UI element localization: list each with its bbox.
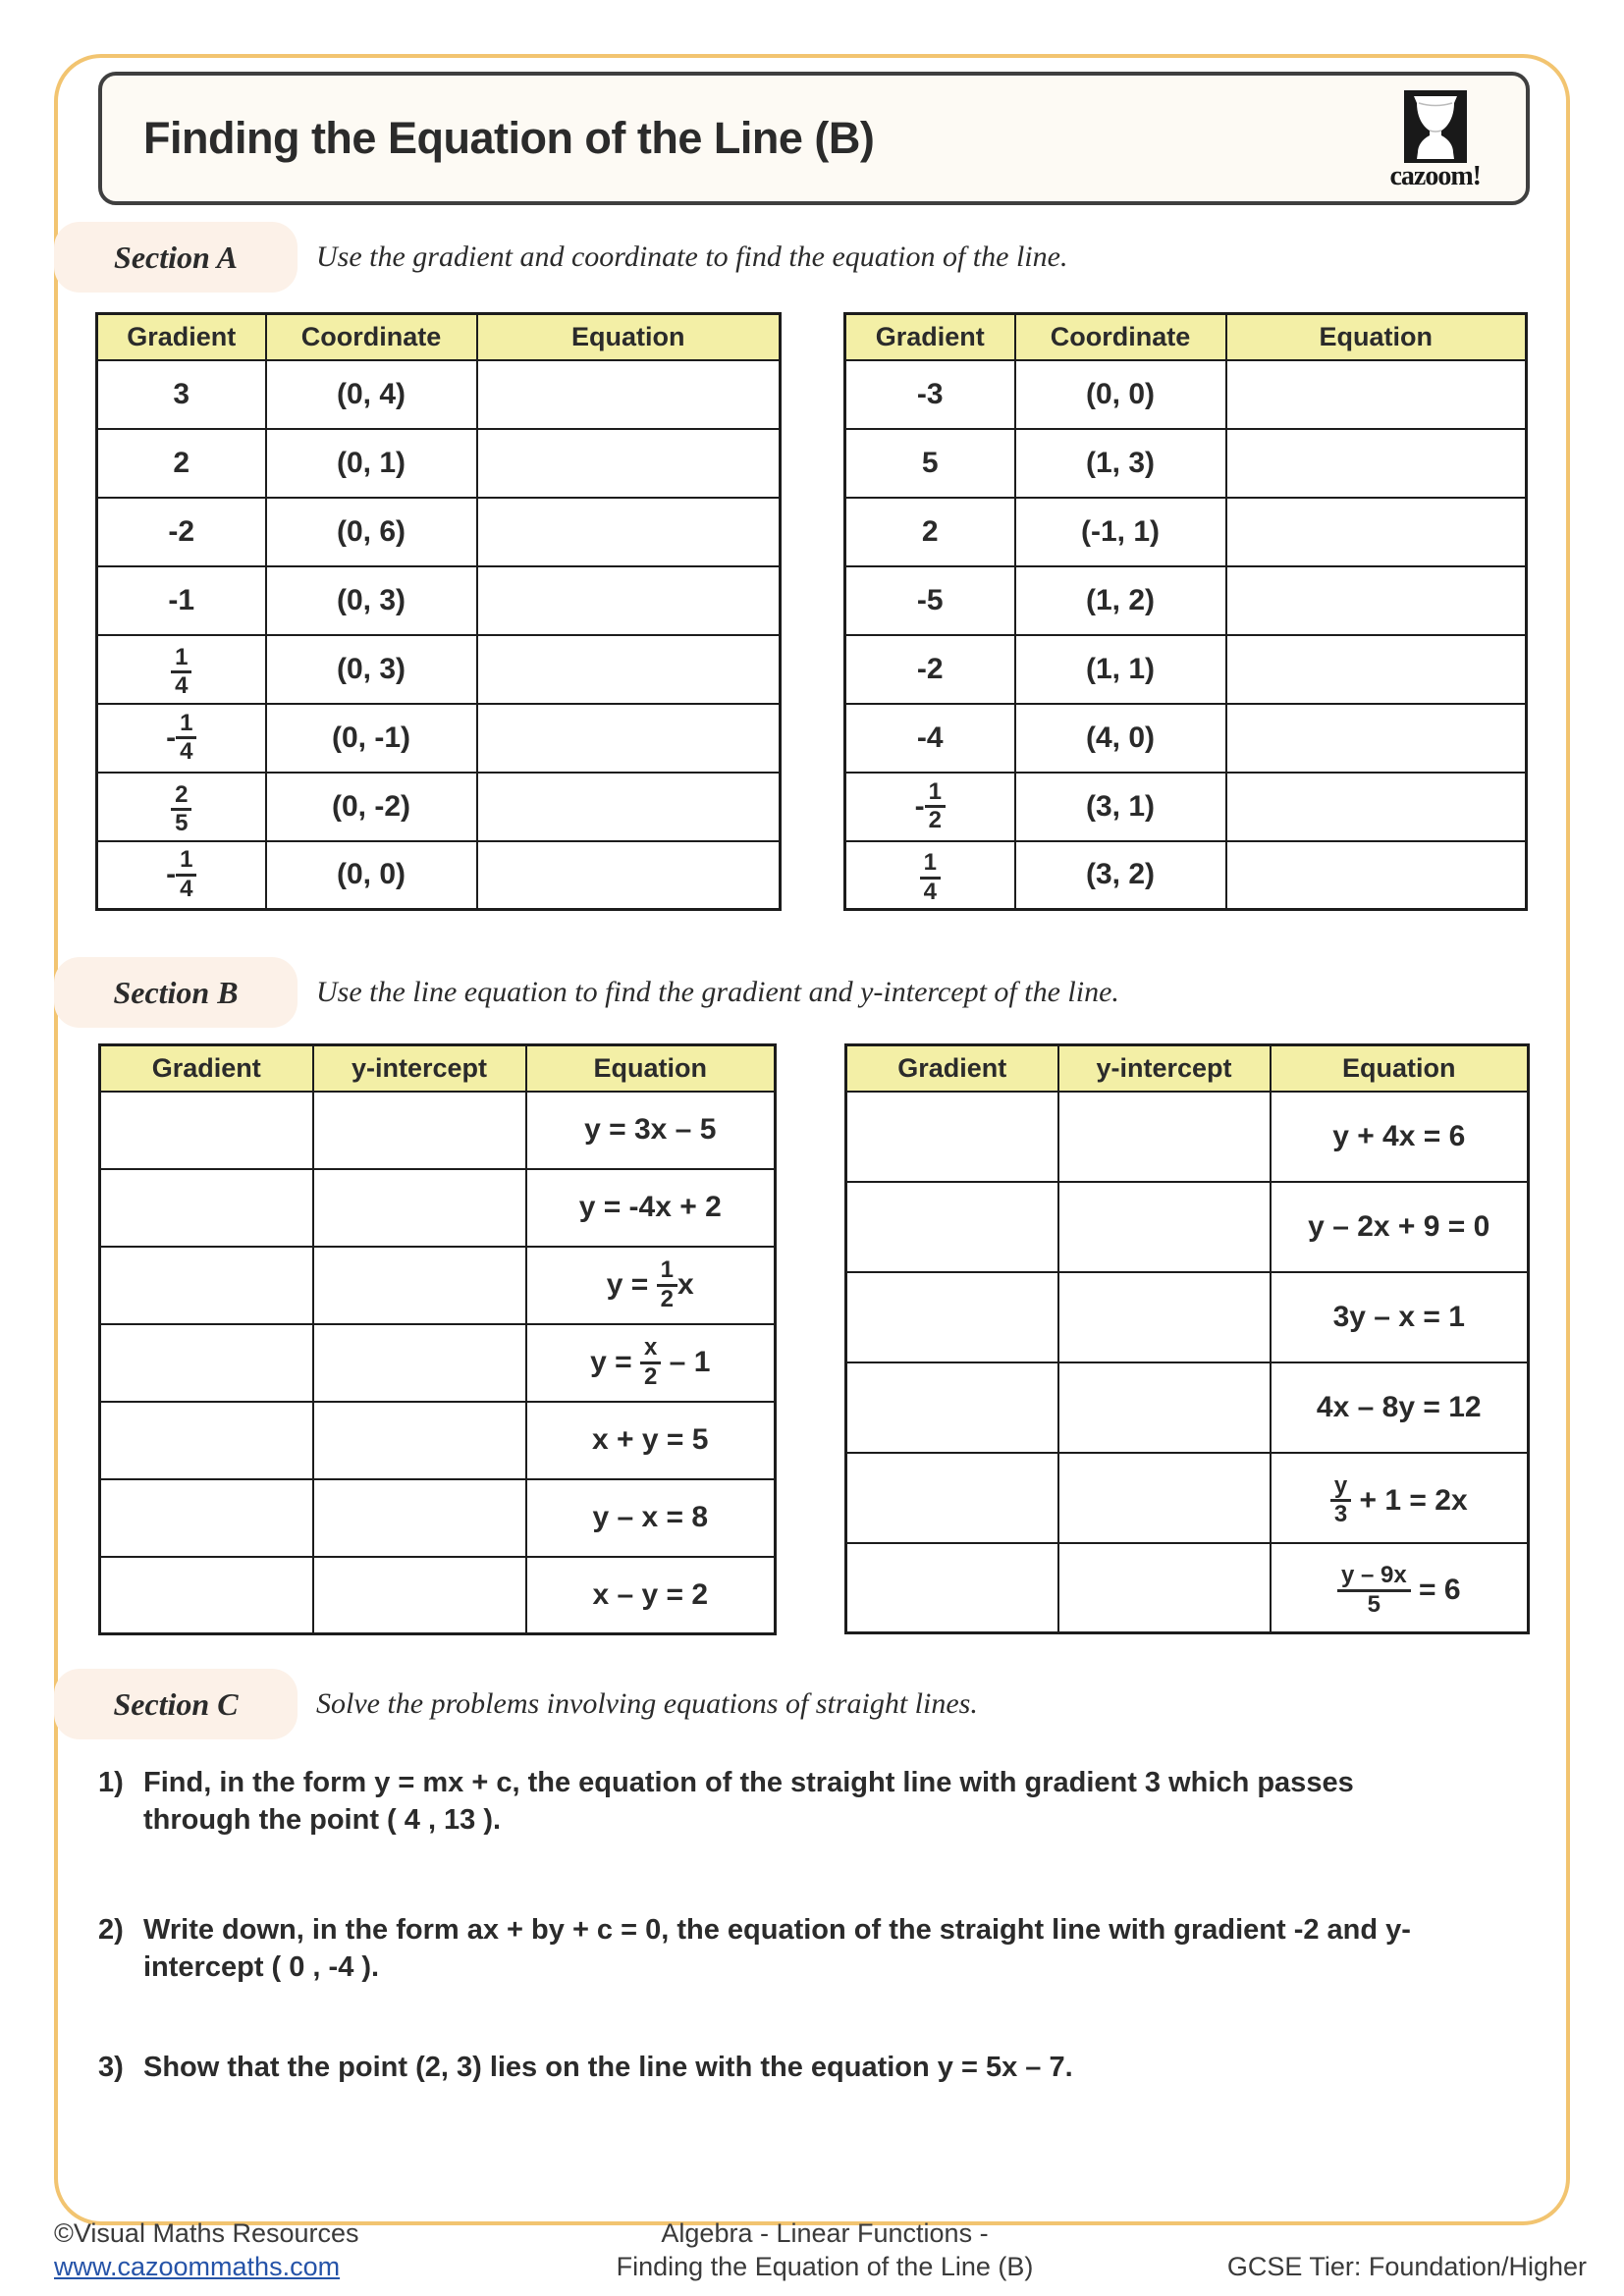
y-intercept-answer-cell <box>1058 1543 1271 1633</box>
table-row <box>100 1169 776 1247</box>
equation-cell: y + 4x = 6 <box>1271 1092 1529 1182</box>
table-header-row <box>846 1045 1529 1092</box>
column-header: y-intercept <box>1058 1045 1271 1092</box>
equation-cell: $\frac{y}{3}$ + 1 = 2x <box>1271 1453 1529 1543</box>
fraction: $\frac{x}{2}$ <box>640 1335 661 1390</box>
fraction: - $\frac{1}{4}$ <box>166 847 196 902</box>
gradient-cell: -2 <box>845 635 1015 704</box>
gradient-cell <box>845 773 1015 841</box>
column-header: Gradient <box>100 1045 313 1092</box>
question-number: 1) <box>98 1767 124 1798</box>
equation-answer-cell <box>1226 566 1527 635</box>
table-row <box>100 1402 776 1479</box>
question-number: 2) <box>98 1914 124 1946</box>
column-header: Coordinate <box>1015 314 1226 360</box>
equation-answer-cell <box>1226 704 1527 773</box>
section-a-table-1 <box>95 312 782 911</box>
equation-cell: 3y – x = 1 <box>1271 1272 1529 1362</box>
equation-cell: x + y = 5 <box>526 1402 776 1479</box>
table-row <box>100 1092 776 1169</box>
table-row <box>100 1479 776 1557</box>
coordinate-cell: (3, 1) <box>1015 773 1226 841</box>
y-intercept-answer-cell <box>313 1169 526 1247</box>
table-row <box>100 1247 776 1324</box>
gradient-cell: -2 <box>97 498 266 566</box>
coordinate-cell: (0, -2) <box>266 773 477 841</box>
equation-cell: y = $\frac{1}{2}$ x <box>526 1247 776 1324</box>
section-b-table-1 <box>98 1043 777 1635</box>
section-c-instruction: Solve the problems involving equations of straight lines. <box>316 1687 978 1720</box>
table-row <box>845 498 1527 566</box>
equation-answer-cell <box>477 635 781 704</box>
gradient-answer-cell <box>100 1479 313 1557</box>
table-row <box>97 566 781 635</box>
table-header-row <box>100 1045 776 1092</box>
y-intercept-answer-cell <box>1058 1362 1271 1453</box>
section-b-table-2 <box>844 1043 1530 1634</box>
equation-answer-cell <box>477 498 781 566</box>
fraction: - $\frac{1}{2}$ <box>915 779 946 834</box>
y-intercept-answer-cell <box>1058 1272 1271 1362</box>
column-header: Gradient <box>846 1045 1058 1092</box>
equation-answer-cell <box>477 773 781 841</box>
gradient-answer-cell <box>846 1453 1058 1543</box>
gradient-cell <box>97 773 266 841</box>
y-intercept-answer-cell <box>1058 1453 1271 1543</box>
gradient-answer-cell <box>100 1557 313 1634</box>
equation-answer-cell <box>1226 773 1527 841</box>
y-intercept-answer-cell <box>1058 1182 1271 1272</box>
y-intercept-answer-cell <box>313 1479 526 1557</box>
djembe-drum-icon <box>1404 90 1467 163</box>
table-header-row <box>97 314 781 360</box>
table-header-row <box>845 314 1527 360</box>
table-row <box>845 704 1527 773</box>
fraction: $\frac{1}{4}$ <box>171 645 191 700</box>
table-row <box>97 635 781 704</box>
gradient-cell: -5 <box>845 566 1015 635</box>
equation-answer-cell <box>477 429 781 498</box>
gradient-answer-cell <box>100 1402 313 1479</box>
gcse-tier-text: GCSE Tier: Foundation/Higher <box>1226 2252 1587 2281</box>
section-a-label: Section A <box>54 222 298 293</box>
logo-wordmark: cazoom! <box>1389 161 1481 191</box>
coordinate-cell: (0, 6) <box>266 498 477 566</box>
section-b-label: Section B <box>54 957 298 1028</box>
table-row <box>845 635 1527 704</box>
column-header: Coordinate <box>266 314 477 360</box>
table-row <box>846 1453 1529 1543</box>
table-row <box>100 1557 776 1634</box>
gradient-cell: 2 <box>845 498 1015 566</box>
table-row <box>97 429 781 498</box>
question-2 <box>98 1911 1443 1986</box>
equation-answer-cell <box>1226 635 1527 704</box>
equation-answer-cell <box>1226 429 1527 498</box>
equation-answer-cell <box>477 704 781 773</box>
gradient-answer-cell <box>846 1362 1058 1453</box>
equation-answer-cell <box>477 841 781 910</box>
coordinate-cell: (1, 1) <box>1015 635 1226 704</box>
gradient-cell: -1 <box>97 566 266 635</box>
equation-cell: y = 3x – 5 <box>526 1092 776 1169</box>
equation-cell: y = $\frac{x}{2}$ – 1 <box>526 1324 776 1402</box>
coordinate-cell: (1, 2) <box>1015 566 1226 635</box>
coordinate-cell: (-1, 1) <box>1015 498 1226 566</box>
question-3 <box>98 2049 1443 2086</box>
equation-cell: y = -4x + 2 <box>526 1169 776 1247</box>
title-box <box>98 72 1530 205</box>
equation-cell: y – 2x + 9 = 0 <box>1271 1182 1529 1272</box>
table-row <box>845 360 1527 429</box>
equation-answer-cell <box>1226 498 1527 566</box>
gradient-cell <box>97 704 266 773</box>
y-intercept-answer-cell <box>313 1247 526 1324</box>
column-header: Gradient <box>97 314 266 360</box>
gradient-answer-cell <box>100 1169 313 1247</box>
table-row <box>100 1324 776 1402</box>
table-row <box>97 704 781 773</box>
fraction: $\frac{y - 9x}{5}$ <box>1337 1563 1411 1618</box>
y-intercept-answer-cell <box>313 1402 526 1479</box>
y-intercept-answer-cell <box>313 1557 526 1634</box>
gradient-cell: 2 <box>97 429 266 498</box>
gradient-cell: -4 <box>845 704 1015 773</box>
coordinate-cell: (4, 0) <box>1015 704 1226 773</box>
copyright-text: ©Visual Maths Resources <box>54 2218 359 2248</box>
table-row <box>846 1182 1529 1272</box>
cazoom-logo <box>1389 90 1481 192</box>
equation-answer-cell <box>477 566 781 635</box>
gradient-cell <box>97 841 266 910</box>
section-a-instruction: Use the gradient and coordinate to find the equation of the line. <box>316 240 1068 273</box>
y-intercept-answer-cell <box>1058 1092 1271 1182</box>
gradient-answer-cell <box>100 1324 313 1402</box>
gradient-cell: 3 <box>97 360 266 429</box>
topic-line-1: Algebra - Linear Functions - <box>661 2218 989 2248</box>
gradient-cell: 5 <box>845 429 1015 498</box>
table-row <box>846 1272 1529 1362</box>
section-c-label: Section C <box>54 1669 298 1739</box>
table-row <box>97 498 781 566</box>
column-header: y-intercept <box>313 1045 526 1092</box>
column-header: Gradient <box>845 314 1015 360</box>
coordinate-cell: (0, 0) <box>1015 360 1226 429</box>
question-number: 3) <box>98 2052 124 2083</box>
fraction: $\frac{1}{4}$ <box>920 850 941 905</box>
table-row <box>846 1092 1529 1182</box>
fraction: $\frac{y}{3}$ <box>1330 1473 1351 1528</box>
y-intercept-answer-cell <box>313 1324 526 1402</box>
topic-line-2: Finding the Equation of the Line (B) <box>616 2252 1034 2281</box>
gradient-cell <box>845 841 1015 910</box>
fraction: $\frac{1}{2}$ <box>657 1257 677 1312</box>
table-row <box>846 1543 1529 1633</box>
fraction: - $\frac{1}{4}$ <box>166 711 196 766</box>
section-a-table-2 <box>843 312 1528 911</box>
question-text: Find, in the form y = mx + c, the equation of the straight line with gradient 3 which passes through the point ( 4 , 13 ). <box>143 1767 1354 1836</box>
table-row <box>845 429 1527 498</box>
equation-answer-cell <box>1226 841 1527 910</box>
table-row <box>97 841 781 910</box>
equation-answer-cell <box>477 360 781 429</box>
gradient-answer-cell <box>846 1092 1058 1182</box>
equation-cell: 4x – 8y = 12 <box>1271 1362 1529 1453</box>
coordinate-cell: (0, 0) <box>266 841 477 910</box>
gradient-answer-cell <box>846 1182 1058 1272</box>
coordinate-cell: (3, 2) <box>1015 841 1226 910</box>
equation-answer-cell <box>1226 360 1527 429</box>
fraction: $\frac{2}{5}$ <box>171 782 191 837</box>
equation-cell: x – y = 2 <box>526 1557 776 1634</box>
table-row <box>846 1362 1529 1453</box>
column-header: Equation <box>477 314 781 360</box>
table-row <box>97 773 781 841</box>
y-intercept-answer-cell <box>313 1092 526 1169</box>
coordinate-cell: (0, -1) <box>266 704 477 773</box>
gradient-answer-cell <box>846 1543 1058 1633</box>
section-b-instruction: Use the line equation to find the gradient and y-intercept of the line. <box>316 976 1119 1008</box>
coordinate-cell: (0, 1) <box>266 429 477 498</box>
equation-cell: $\frac{y - 9x}{5}$ = 6 <box>1271 1543 1529 1633</box>
page-title: Finding the Equation of the Line (B) <box>143 113 875 163</box>
question-text: Show that the point (2, 3) lies on the line with the equation y = 5x – 7. <box>143 2052 1073 2083</box>
table-row <box>845 841 1527 910</box>
column-header: Equation <box>1226 314 1527 360</box>
gradient-answer-cell <box>846 1272 1058 1362</box>
cazoommaths-link[interactable]: www.cazoommaths.com <box>54 2252 341 2281</box>
coordinate-cell: (0, 4) <box>266 360 477 429</box>
gradient-cell <box>97 635 266 704</box>
table-row <box>97 360 781 429</box>
table-row <box>845 773 1527 841</box>
gradient-answer-cell <box>100 1092 313 1169</box>
gradient-answer-cell <box>100 1247 313 1324</box>
column-header: Equation <box>526 1045 776 1092</box>
table-row <box>845 566 1527 635</box>
coordinate-cell: (0, 3) <box>266 635 477 704</box>
question-text: Write down, in the form ax + by + c = 0, the equation of the straight line with gradient -2 and y-intercept ( 0 , -4 ). <box>143 1914 1411 1983</box>
coordinate-cell: (1, 3) <box>1015 429 1226 498</box>
column-header: Equation <box>1271 1045 1529 1092</box>
gradient-cell: -3 <box>845 360 1015 429</box>
question-1 <box>98 1764 1443 1839</box>
coordinate-cell: (0, 3) <box>266 566 477 635</box>
footer-copyright-block <box>54 2216 359 2283</box>
equation-cell: y – x = 8 <box>526 1479 776 1557</box>
